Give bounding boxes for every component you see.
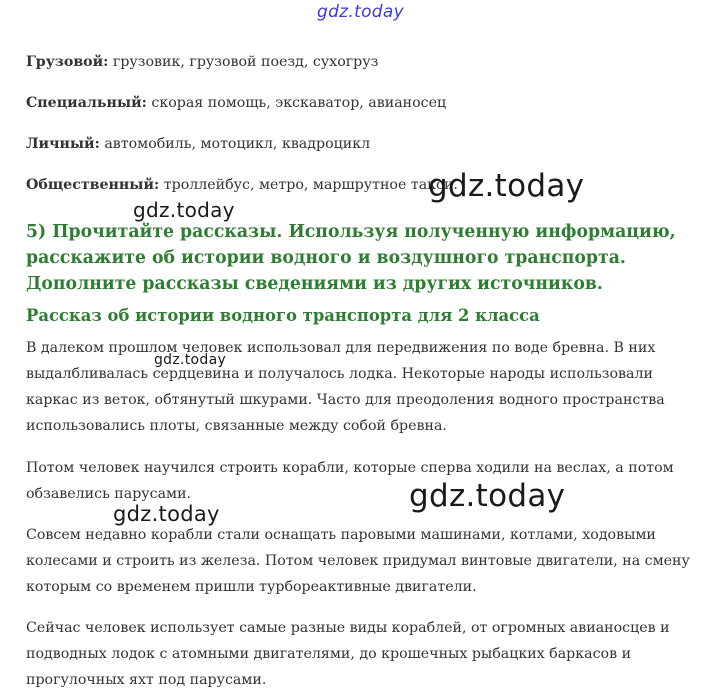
paragraph-steam-ships: Совсем недавно корабли стали оснащать паровыми машинами, котлами, ходовыми колесами и строить из железа. Потом человек придумал винтовые двигатели, на смену которым со временем пришли турбореактивные двигатели. xyxy=(26,527,690,595)
transport-type-label: Личный: xyxy=(26,136,100,152)
transport-type-label: Грузовой: xyxy=(26,54,109,70)
transport-type-examples: грузовик, грузовой поезд, сухогруз xyxy=(108,54,379,70)
watermark: gdz.today xyxy=(154,352,227,368)
transport-type-cargo xyxy=(26,52,378,72)
watermark: gdz.today xyxy=(133,198,235,222)
transport-type-personal xyxy=(26,134,370,154)
paragraph-ancient-boats: В далеком прошлом человек использовал для передвижения по воде бревна. В них выдалбливалась сердцевина и получалось лодка. Некоторые народы использовали каркас из веток, обтянутый шкурами. Часто для преодоления водного пространства использовались плоты, связанные между собой бревна. xyxy=(26,340,665,434)
transport-type-examples: скорая помощь, экскаватор, авианосец xyxy=(146,95,447,111)
transport-type-examples: троллейбус, метро, маршрутное такси. xyxy=(159,177,458,193)
transport-type-special xyxy=(26,93,446,113)
transport-type-label: Специальный: xyxy=(26,95,147,111)
paragraph-sailing-ships: Потом человек научился строить корабли, которые сперва ходили на веслах, а потом обзавелись парусами. xyxy=(26,460,674,502)
watermark: gdz.today xyxy=(428,168,585,204)
transport-type-public xyxy=(26,175,458,195)
paragraph-modern-ships: Сейчас человек использует самые разные виды кораблей, от огромных авианосцев и подводных лодок с атомными двигателями, до крошечных рыбацких баркасов и прогулочных яхт под парусами. xyxy=(26,620,670,688)
story-heading: Рассказ об истории водного транспорта для 2 класса xyxy=(26,306,540,325)
watermark: gdz.today xyxy=(113,502,220,526)
watermark: gdz.today xyxy=(409,478,566,514)
transport-type-label: Общественный: xyxy=(26,177,160,193)
task-heading: 5) Прочитайте рассказы. Используя полученную информацию, расскажите об истории водного и воздушного транспорта. Дополните рассказы сведениями из других источников. xyxy=(26,222,676,294)
watermark-top: gdz.today xyxy=(317,2,404,22)
transport-type-examples: автомобиль, мотоцикл, квадроцикл xyxy=(99,136,371,152)
